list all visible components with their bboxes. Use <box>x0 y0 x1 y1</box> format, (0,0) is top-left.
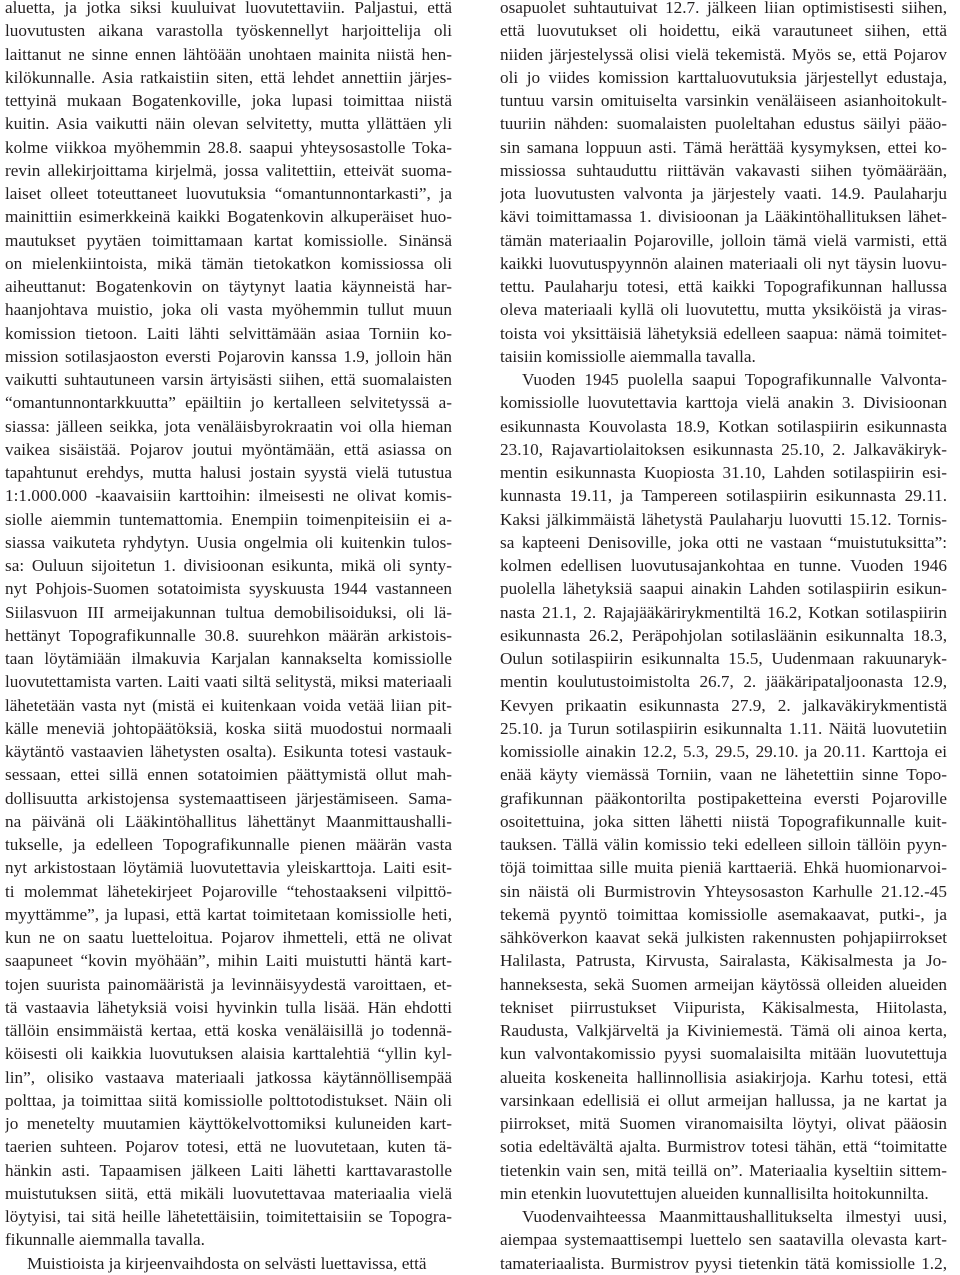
text-line: nyt Pohjois-Suomen sotatoimista syyskuusta 1944 vastanneen <box>5 579 452 599</box>
text-line: aiheuttanut: Bogatenkovin on täytynyt laatia käynneistä har- <box>5 277 452 296</box>
text-line: tekemä pyyntö toimittaa komissiolle asemakaavat, putki-, ja <box>500 904 947 924</box>
text-line: tuuriin nähden: suomalaisten puoleltahan edustus säilyi pääo- <box>500 114 947 134</box>
text-line: luovutettamista varten. Laiti vaati siltä selitystä, miksi materiaali <box>5 672 452 692</box>
text-line: taan löytämiään ilmakuvia Karjalan kannakselta komissiolle <box>5 649 452 668</box>
text-line: tekniset piirrustukset Viipurista, Käkisalmesta, Hiitolasta, <box>500 997 947 1017</box>
text-line: siolle aiemmin tuntemattomia. Enempiin toimenpiteisiin ei a- <box>5 509 452 529</box>
text-line: mautukset pyytäen toimittamaan kartat komissiolle. Sinänsä <box>5 230 452 250</box>
text-line: vaikea sisäistää. Pojarov joutui myöntämään, että asiassa on <box>5 439 452 459</box>
text-line: sa: Ouluun sijoitetun 1. divisioonan esikunta, mikä oli synty- <box>5 556 452 575</box>
text-line: tä vastaavia lähetyksiä voisi hyvinkin tulla lisää. Hän ehdotti <box>5 997 452 1017</box>
text-line: piirrokset, mitä Suomen viranomaisilta löytyi, olivat pääosin <box>500 1114 947 1133</box>
text-line: aiempaa systemaattisempi luettelo sen saatavilla olevasta kart- <box>500 1230 947 1250</box>
text-line: laiset olleet toteuttaneet luovutuksia “omantunnontarkasti”, ja <box>5 184 452 203</box>
text-line: min etenkin luovutettujen alueiden kunnallisilta hoitokunnilta. <box>500 1183 929 1203</box>
text-line: hänkin asti. Tapaamisen jälkeen Laiti lähetti karttavarastolle <box>5 1160 452 1180</box>
text-line: tettyinä mukaan Bogatenkoville, joka lupasi toimittaa niistä <box>5 91 452 110</box>
text-line: oli jo viides komission karttaluovutuksia järjestellyt edustaja, <box>500 67 947 87</box>
text-line: lähetetään vasta nyt (mistä ei kuitenkaan voida vetää liian pit- <box>5 695 452 715</box>
text-line: nyt arkistostaan löytämiä luovutettavia yleiskarttoja. Laiti esit- <box>5 858 452 878</box>
text-line: sin näistä oli Burmistrovin Yhteysosaston Karhulle 21.12.-45 <box>500 881 947 901</box>
text-line: sa kapteeni Denisoville, joka otti ne vastaan “muistutuksitta”: <box>500 532 947 552</box>
text-line: kolmen edellisen luovutusajankohtaa en tunne. Vuoden 1946 <box>500 556 947 575</box>
text-line: saapuneet “kovin myöhään”, mihin Laiti muistutti häntä kart- <box>5 951 452 971</box>
text-line: tällöin ensimmäistä kertaa, että koska venäläisillä jo todennä- <box>5 1021 452 1040</box>
text-line: sähköverkon kaavat sekä julkisten rakennusten pohjapiirrokset <box>500 928 947 947</box>
text-line: Halilasta, Patrusta, Kirvusta, Sairalasta, Käkisalmesta ja Jo- <box>500 951 947 971</box>
text-line: tamateriaalista. Burmistrov pyysi tietenkin tätä komissiolle 1.2, <box>500 1253 947 1273</box>
text-line: kilökunnalle. Asia ratkaistiin siten, että lehdet annettiin järjes- <box>5 67 452 87</box>
text-line: kun valvontakomissio pyysi suomalaisilta mitään luovutettuja <box>500 1044 947 1064</box>
text-line: “omantunnontarkkuutta” epäiltiin jo kertalleen selvitetyssä a- <box>5 393 452 413</box>
text-line: toista voi yksittäisiä lähetyksiä edelleen saapua: nämä toimitet- <box>500 323 947 343</box>
text-line: tapahtunut erehdys, mutta halusi jostain syystä vielä tutustua <box>5 463 452 482</box>
text-line: luovutusten aikana varastolla työskennellyt harjoittelija oli <box>5 21 452 41</box>
text-line: grafikunnan pääkontorilta postipaketteina eversti Pojaroville <box>500 788 947 808</box>
text-line: källe meneviä johtopäätöksiä, koska siitä muodostui normaali <box>5 718 452 738</box>
text-line: tämän materiaalin Pojaroville, jolloin tämä vielä varmisti, että <box>500 230 947 250</box>
text-line: esikunnasta 26.2, Peräpohjolan sotilasläänin esikunnalta 18.3, <box>500 625 947 645</box>
text-line: Kaksi jälkimmäistä lähetystä Paulaharju luovutti 15.12. Tornis- <box>500 509 947 529</box>
text-line: hettänyt Topografikunnalle 30.8. suurehkon määrän arkistois- <box>5 625 452 645</box>
text-line: fikunnalle aiemmalla tavalla. <box>5 1230 205 1250</box>
text-line: varsinkaan edellisiä ei ollut armeijan hallussa, ja ne kartat ja <box>500 1090 947 1110</box>
text-line: hanneksesta, sekä Suomen armeijan käytössä olleiden alueiden <box>500 974 947 994</box>
text-line: sin samana loppuun asti. Tämä herättää kysymyksen, ettei ko- <box>500 137 947 157</box>
left-text-column <box>5 0 452 1275</box>
text-line: Muistioista ja kirjeenvaihdosta on selvästi luettavissa, että <box>27 1253 427 1273</box>
text-line: aluetta, ja jotka siksi kuuluivat luovutettaviin. Paljastui, että <box>5 0 452 17</box>
text-line: puolella lähetyksiä saapui ainakin Lahden sotilaspiirin esikun- <box>500 579 947 599</box>
right-text-column <box>500 0 947 1275</box>
text-line: vaikutti suhtautuneen varsin ärtyisästi siihen, että suomalaisten <box>5 370 452 389</box>
text-line: Oulun sotilaspiirin esikunnalta 15.5, Uudenmaan rakuunaryk- <box>500 649 947 668</box>
text-line: komissiolle ainakin 12.2, 5.3, 29.5, 29.10. ja 20.11. Karttoja ei <box>500 742 947 761</box>
text-line: tettu. Paulaharju totesi, että kaikki Topografikunnan hallussa <box>500 277 947 296</box>
text-line: 1:1.000.000 -kaavaisiin karttoihin: ilmeisesti ne olivat komis- <box>5 486 452 506</box>
text-line: revin allekirjoittama kirjelmä, jossa valitettiin, etteivät suoma- <box>5 160 452 180</box>
text-line: laittanut ne sinne ennen lähtöään unohtaen mainita niistä hen- <box>5 44 452 64</box>
text-line: kun ne on saatu luetteloitua. Pojarov ihmetteli, että ne olivat <box>5 928 452 947</box>
text-line: missiossa suhtauduttu riittävän vakavasti siihen työmäärään, <box>500 160 947 180</box>
text-line: esikunnasta Kouvolasta 18.9, Kotkan sotilaspiirin esikunnasta <box>500 416 947 436</box>
text-line: niiden järjestelyssä olisi vielä tekemistä. Myös se, että Pojarov <box>500 44 947 64</box>
text-line: tuntuu varsin omituiselta varsinkin venäläiseen asianhoitokult- <box>500 91 947 110</box>
text-line: jota luovutusten valvonta ja järjestely vaati. 14.9. Paulaharju <box>500 184 947 203</box>
text-line: taisiin komissiolle aiemmalla tavalla. <box>500 346 756 366</box>
text-line: töjä toimittaa sille muita pieniä karttaeriä. Ehkä huomionarvoi- <box>500 858 947 878</box>
text-line: kävi toimittamassa 1. divisioonan ja Lääkintöhallituksen lähet- <box>500 207 947 227</box>
text-line: jo menetelty muutamien käyttökelvottomiksi kuluneiden kart- <box>5 1114 452 1133</box>
text-line: löytyisi, tai sitä heille lähetettäisiin, toimitettaisiin se Topogra- <box>5 1207 452 1226</box>
text-line: tauksen. Tällä välin komissio teki edelleen silloin tällöin pyyn- <box>500 835 947 854</box>
text-line: alueita koskeneita hallinnollisia asiakirjoja. Karhu totesi, että <box>500 1067 947 1087</box>
text-line: ti molemmat lähetekirjeet Pojaroville “tehostaakseni vilpittö- <box>5 881 452 901</box>
text-line: tojen suurista painomääristä ja levinnäisyydestä varoittaen, et- <box>5 974 452 994</box>
text-line: enää käyty viemässä Torniin, vaan ne lähetettiin sinne Topo- <box>500 765 947 785</box>
text-line: kuitin. Asia vaikutti näin olevan selvitetty, mutta yllättäen yli <box>5 114 452 134</box>
text-line: mission sotilasjaoston eversti Pojarovin kanssa 1.9, jolloin hän <box>5 346 452 366</box>
text-line: siassa: jälleen seikka, jota venäläisbyrokraatin voi olla hieman <box>5 416 452 436</box>
text-line: siassa vaikuteta ryhdytyn. Uusia ongelmia oli kuitenkin tulos- <box>5 532 452 552</box>
text-line: on mielenkiintoista, mikä tämän tietokatkon komissiossa oli <box>5 253 452 273</box>
text-line: lin”, olisiko vastaava materiaali jatkossa käytännöllisempää <box>5 1067 452 1087</box>
text-line: tukselle, ja edelleen Topografikunnalle pienen määrän vasta <box>5 835 452 854</box>
text-line: mentin esikunnasta Kuopiosta 31.10, Lahden sotilaspiirin esi- <box>500 463 947 482</box>
text-line: myyttämme”, ja lupasi, että kartat toimitetaan komissiolle heti, <box>5 904 452 924</box>
text-line: kolme viikkoa myöhemmin 28.8. saapui yhteysosastolle Toka- <box>5 137 452 157</box>
text-line: osapuolet suhtautuivat 12.7. jälkeen liian optimistisesti siihen, <box>500 0 947 17</box>
text-line: taerien suhteen. Pojarov totesi, että ne luovutetaan, kuten tä- <box>5 1137 452 1157</box>
text-line: kunnasta 19.11, ja Tampereen sotilaspiirin esikunnasta 29.11. <box>500 486 947 506</box>
text-line: Vuodenvaihteessa Maanmittaushallitukselta ilmestyi uusi, <box>522 1207 947 1226</box>
text-line: na päivänä oli Lääkintöhallitus lähettänyt Maanmittaushalli- <box>5 811 452 831</box>
text-line: Kevyen prikaatin esikunnasta 27.9, 2. jalkaväkirykmentistä <box>500 695 947 715</box>
text-line: osoitettuina, joka sitten lähetti niistä Topografikunnalle kuit- <box>500 811 947 831</box>
text-line: että luovutukset oli hoidettu, eikä varautuneet siihen, että <box>500 21 947 41</box>
text-line: sotia edeltävältä ajalta. Burmistrov totesi tähän, että “toimitatte <box>500 1137 947 1157</box>
text-line: komissiolle luovutettavia karttoja vielä anakin 3. Divisioonan <box>500 393 947 413</box>
text-line: muistutuksen siitä, että mikäli luovutettavaa materiaalia vielä <box>5 1183 452 1203</box>
text-line: Siilasvuon III armeijakunnan tultua demobilisoiduksi, oli lä- <box>5 602 452 622</box>
text-line: Raudusta, Valkjärveltä ja Kiviniemestä. Tämä oli ainoa kerta, <box>500 1021 947 1040</box>
text-line: haanjohtava muistio, joka oli vasta myöhemmin tullut muun <box>5 300 452 320</box>
text-line: sessaan, ettei sillä ennen sotatoimien päättymistä ollut mah- <box>5 765 452 785</box>
text-line: köisesti oli kaikkia luovutuksen alaisia karttalehtiä “yllin kyl- <box>5 1044 452 1064</box>
text-line: 23.10, Rajavartiolaitoksen esikunnasta 25.10, 2. Jalkaväkiryk- <box>500 439 947 459</box>
text-line: nasta 21.1, 2. Rajajääkärirykmentiltä 16.2, Kotkan sotilaspiirin <box>500 602 947 622</box>
text-line: käytäntö vastaavien lähetysten osalta). Esikunta totesi vastauk- <box>5 742 452 761</box>
text-line: kaikki luovutuspyynnön alainen materiaali oli nyt täysin luovu- <box>500 253 947 273</box>
text-line: tietenkin vain sen, mitä teillä on”. Materiaalia kyseltiin sittem- <box>500 1160 947 1180</box>
text-line: mainittiin esimerkkeinä kaikki Bogatenkovin alkuperäiset huo- <box>5 207 452 227</box>
text-line: Vuoden 1945 puolella saapui Topografikunnalle Valvonta- <box>522 370 947 389</box>
text-line: oleva materiaali kyllä oli luovutettu, mutta yksiköistä ja viras- <box>500 300 947 320</box>
text-line: dollisuutta arkistojensa systemaattiseen järjestämiseen. Sama- <box>5 788 452 808</box>
text-line: mentin koulutustoimistolta 26.7, 2. jääkäripataljoonasta 12.9, <box>500 672 947 692</box>
text-line: polttaa, ja toimittaa siitä komissiolle polttotodistukset. Näin oli <box>5 1090 452 1110</box>
text-line: 25.10. ja Turun sotilaspiirin esikunnalta 1.11. Näitä luovutetiin <box>500 718 947 738</box>
text-line: komission tietoon. Laiti lähti selvittämään asiaa Torniin ko- <box>5 323 452 343</box>
